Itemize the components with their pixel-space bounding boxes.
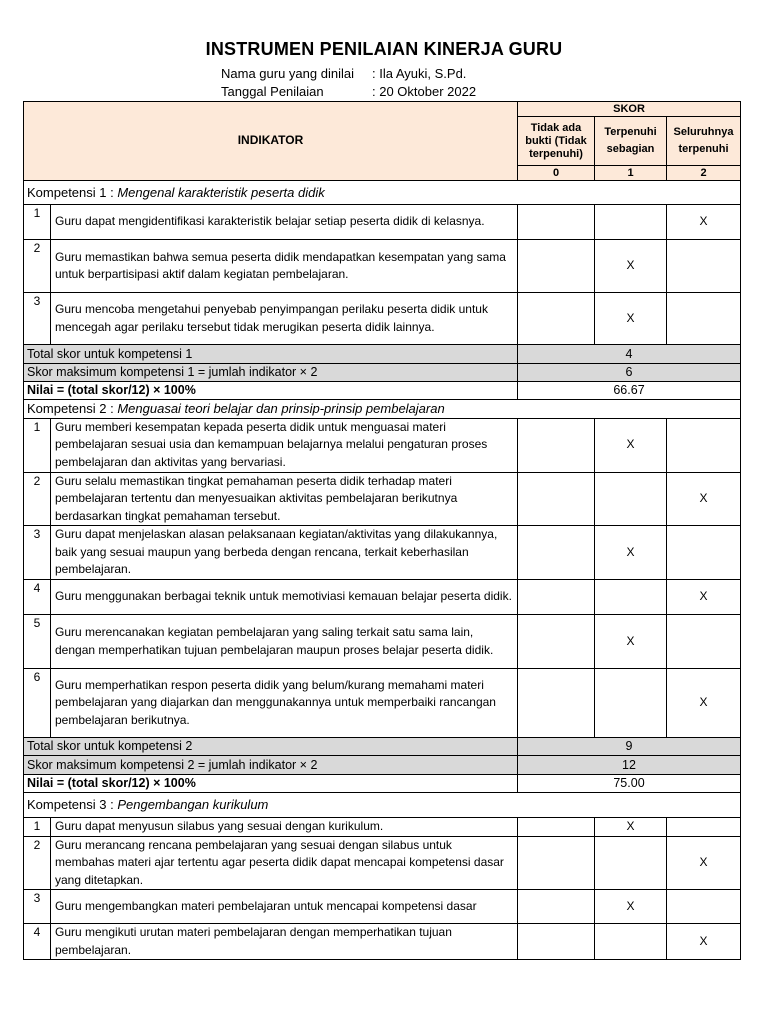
score-cell-2[interactable] <box>667 924 741 960</box>
indicator-number: 4 <box>24 924 51 960</box>
nilai-label: Nilai = (total skor/12) × 100% <box>24 382 518 400</box>
indicator-number: 2 <box>24 472 51 526</box>
indicator-text: Guru memberi kesempatan kepada peserta didik untuk menguasai materi pembelajaran sesuai usia dan kemampuan belajarnya melalui pengaturan proses pembelajaran dan aktivitas yang bervariasi. <box>51 418 518 472</box>
skor-header: SKOR <box>518 102 741 117</box>
total-value: 4 <box>518 345 741 364</box>
score-cell-1[interactable] <box>595 890 667 924</box>
indikator-header: INDIKATOR <box>24 102 518 181</box>
indicator-row <box>24 472 741 526</box>
max-label: Skor maksimum kompetensi 1 = jumlah indikator × 2 <box>24 364 518 382</box>
score-cell-2[interactable] <box>667 205 741 240</box>
score-cell-2[interactable] <box>667 580 741 615</box>
indicator-row <box>24 818 741 837</box>
indicator-text: Guru mengikuti urutan materi pembelajaran dengan memperhatikan tujuan pembelajaran. <box>51 924 518 960</box>
score-cell-0[interactable] <box>518 669 595 738</box>
score-cell-1[interactable] <box>595 669 667 738</box>
indicator-row <box>24 924 741 960</box>
score-mark: X <box>626 633 635 648</box>
score-mark: X <box>626 258 635 273</box>
score-cell-1[interactable] <box>595 472 667 526</box>
score-cell-0[interactable] <box>518 205 595 240</box>
indicator-number: 6 <box>24 669 51 738</box>
indicator-row <box>24 836 741 890</box>
assessment-date-label: Tanggal Penilaian <box>221 84 324 99</box>
score-cell-0[interactable] <box>518 418 595 472</box>
indicator-row <box>24 293 741 345</box>
score-mark: X <box>699 214 708 229</box>
score-mark: X <box>626 437 635 452</box>
score-mark: X <box>626 544 635 559</box>
assessment-date-row <box>221 84 476 99</box>
assessment-table <box>23 101 741 960</box>
indicator-row <box>24 890 741 924</box>
indicator-text: Guru dapat mengidentifikasi karakteristik belajar setiap peserta didik di kelasnya. <box>51 205 518 240</box>
score-mark: X <box>699 589 708 604</box>
score-col-1-header: Terpenuhi sebagian <box>595 117 667 166</box>
competency-header <box>24 400 741 419</box>
score-cell-2[interactable] <box>667 293 741 345</box>
assessment-date-value: : 20 Oktober 2022 <box>372 84 477 99</box>
indicator-number: 3 <box>24 526 51 580</box>
score-mark: X <box>699 933 708 948</box>
score-cell-2[interactable] <box>667 818 741 837</box>
indicator-text: Guru mencoba mengetahui penyebab penyimpangan perilaku peserta didik untuk mencegah agar perilaku tersebut tidak merugikan peserta didik lainnya. <box>51 293 518 345</box>
score-cell-2[interactable] <box>667 526 741 580</box>
score-cell-1[interactable] <box>595 205 667 240</box>
indicator-text: Guru merencanakan kegiatan pembelajaran yang saling terkait satu sama lain, dengan memperhatikan tujuan pembelajaran maupun proses belajar peserta didik. <box>51 615 518 669</box>
score-cell-0[interactable] <box>518 818 595 837</box>
score-col-0-number: 0 <box>518 166 595 181</box>
score-cell-1[interactable] <box>595 240 667 293</box>
total-label: Total skor untuk kompetensi 2 <box>24 738 518 756</box>
max-value: 12 <box>518 756 741 775</box>
nilai-value: 75.00 <box>518 775 741 793</box>
score-cell-2[interactable] <box>667 240 741 293</box>
score-mark: X <box>626 819 635 833</box>
indicator-number: 3 <box>24 293 51 345</box>
teacher-name-label: Nama guru yang dinilai <box>221 66 354 81</box>
nilai-value: 66.67 <box>518 382 741 400</box>
indicator-text: Guru dapat menyusun silabus yang sesuai dengan kurikulum. <box>51 818 518 837</box>
indicator-number: 3 <box>24 890 51 924</box>
competency-label: Kompetensi 2 : <box>27 401 114 416</box>
indicator-text: Guru merancang rencana pembelajaran yang sesuai dengan silabus untuk membahas materi ajar tertentu agar peserta didik dapat mencapai kompetensi dasar yang ditetapkan. <box>51 836 518 890</box>
indicator-text: Guru memastikan bahwa semua peserta didik mendapatkan kesempatan yang sama untuk berpartisipasi aktif dalam kegiatan pembelajaran. <box>51 240 518 293</box>
score-cell-2[interactable] <box>667 669 741 738</box>
indicator-text: Guru memperhatikan respon peserta didik yang belum/kurang memahami materi pembelajaran yang diajarkan dan menggunakannya untuk memperbaiki rancangan pembelajaran berikutnya. <box>51 669 518 738</box>
competency-header <box>24 181 741 205</box>
indicator-number: 1 <box>24 818 51 837</box>
teacher-name-value: : Ila Ayuki, S.Pd. <box>372 66 467 81</box>
indicator-row <box>24 205 741 240</box>
indicator-text: Guru dapat menjelaskan alasan pelaksanaan kegiatan/aktivitas yang dilakukannya, baik yang sesuai maupun yang berbeda dengan rencana, terkait keberhasilan pembelajaran. <box>51 526 518 580</box>
score-cell-1[interactable] <box>595 924 667 960</box>
competency-title: Pengembangan kurikulum <box>117 797 269 813</box>
score-cell-0[interactable] <box>518 615 595 669</box>
indicator-text: Guru menggunakan berbagai teknik untuk memotiviasi kemauan belajar peserta didik. <box>51 580 518 615</box>
indicator-row <box>24 526 741 580</box>
score-cell-0[interactable] <box>518 472 595 526</box>
score-cell-1[interactable] <box>595 418 667 472</box>
score-cell-2[interactable] <box>667 890 741 924</box>
score-cell-1[interactable] <box>595 615 667 669</box>
score-cell-0[interactable] <box>518 580 595 615</box>
score-cell-2[interactable] <box>667 836 741 890</box>
score-cell-1[interactable] <box>595 526 667 580</box>
indicator-row <box>24 418 741 472</box>
score-cell-2[interactable] <box>667 472 741 526</box>
indicator-number: 2 <box>24 836 51 890</box>
total-value: 9 <box>518 738 741 756</box>
score-cell-1[interactable] <box>595 836 667 890</box>
score-cell-0[interactable] <box>518 526 595 580</box>
competency-title: Mengenal karakteristik peserta didik <box>117 184 325 200</box>
competency-label: Kompetensi 3 : <box>27 797 114 813</box>
score-mark: X <box>699 695 708 710</box>
indicator-row <box>24 580 741 615</box>
total-label: Total skor untuk kompetensi 1 <box>24 345 518 364</box>
indicator-number: 1 <box>24 418 51 472</box>
indicator-number: 4 <box>24 580 51 615</box>
score-mark: X <box>626 310 635 325</box>
score-cell-0[interactable] <box>518 293 595 345</box>
score-cell-2[interactable] <box>667 615 741 669</box>
competency-header <box>24 793 741 818</box>
score-cell-2[interactable] <box>667 418 741 472</box>
indicator-row <box>24 240 741 293</box>
max-label: Skor maksimum kompetensi 2 = jumlah indikator × 2 <box>24 756 518 775</box>
score-cell-0[interactable] <box>518 924 595 960</box>
score-mark: X <box>699 855 708 869</box>
score-cell-0[interactable] <box>518 836 595 890</box>
indicator-number: 5 <box>24 615 51 669</box>
max-value: 6 <box>518 364 741 382</box>
score-col-1-number: 1 <box>595 166 667 181</box>
score-col-2-header: Seluruhnya terpenuhi <box>667 117 741 166</box>
score-cell-1[interactable] <box>595 818 667 837</box>
indicator-row <box>24 669 741 738</box>
score-cell-1[interactable] <box>595 293 667 345</box>
indicator-number: 2 <box>24 240 51 293</box>
score-cell-0[interactable] <box>518 890 595 924</box>
score-col-2-number: 2 <box>667 166 741 181</box>
competency-label: Kompetensi 1 : <box>27 184 114 200</box>
score-col-0-header: Tidak ada bukti (Tidak terpenuhi) <box>518 117 595 166</box>
indicator-row <box>24 615 741 669</box>
indicator-text: Guru selalu memastikan tingkat pemahaman peserta didik terhadap materi pembelajaran tertentu dan menyesuaikan aktivitas pembelajaran berikutnya berdasarkan tingkat pemahaman tersebut. <box>51 472 518 526</box>
indicator-text: Guru mengembangkan materi pembelajaran untuk mencapai kompetensi dasar <box>51 890 518 924</box>
score-cell-1[interactable] <box>595 580 667 615</box>
score-mark: X <box>626 898 635 913</box>
score-mark: X <box>699 491 708 505</box>
page-title: INSTRUMEN PENILAIAN KINERJA GURU <box>205 39 563 59</box>
indicator-number: 1 <box>24 205 51 240</box>
competency-title: Menguasai teori belajar dan prinsip-prinsip pembelajaran <box>117 401 445 416</box>
nilai-label: Nilai = (total skor/12) × 100% <box>24 775 518 793</box>
score-cell-0[interactable] <box>518 240 595 293</box>
teacher-name-row <box>221 66 466 81</box>
